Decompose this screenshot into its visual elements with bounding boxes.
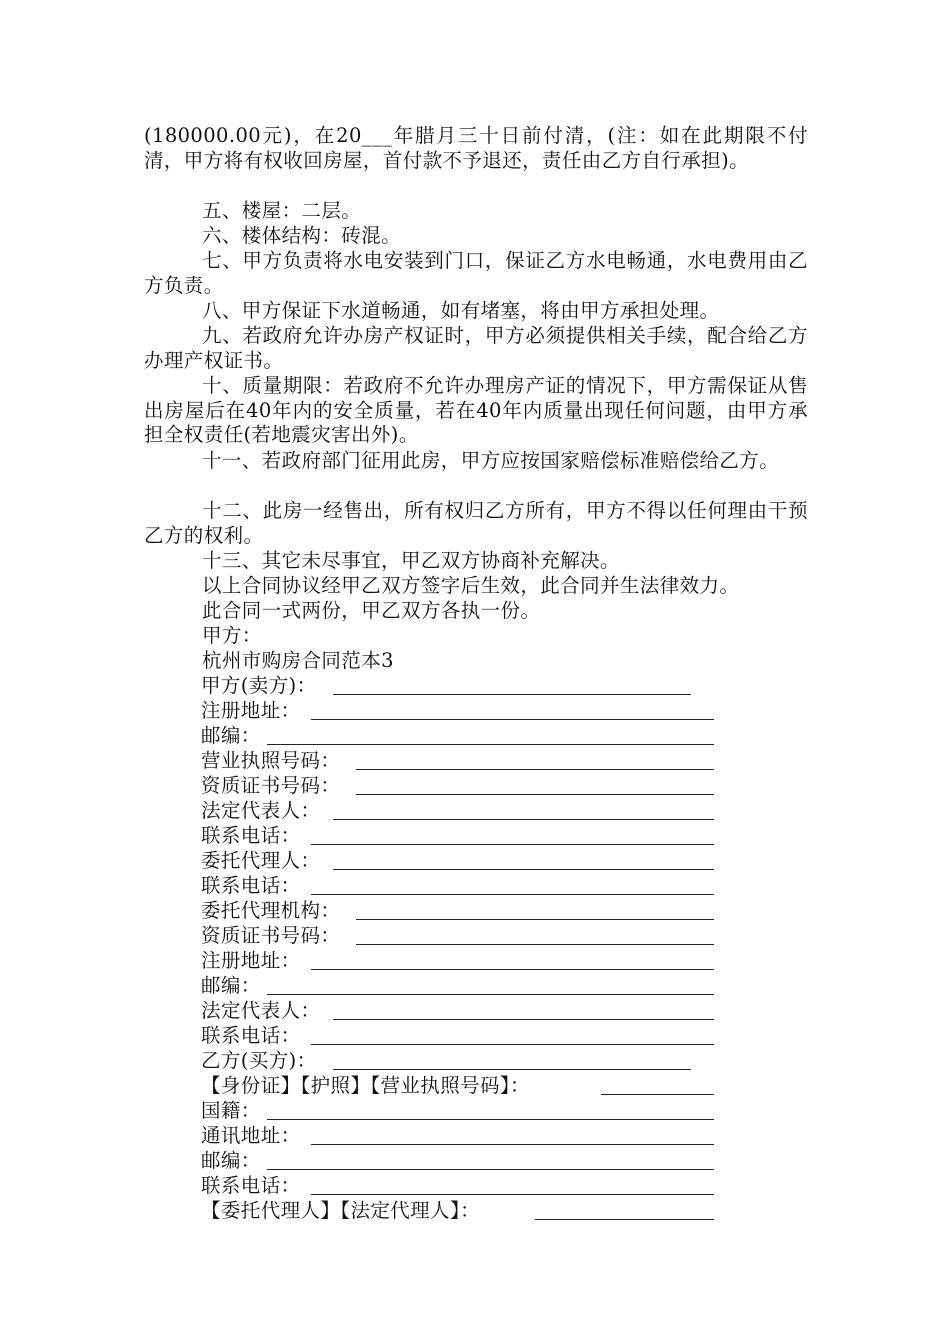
blank-line-legal-representative[interactable] bbox=[333, 1019, 714, 1020]
field-party-b-buyer: 乙方(买方)： bbox=[201, 1049, 317, 1072]
blank-line-party-a-seller[interactable] bbox=[333, 694, 691, 695]
blank-line-agency-institution[interactable] bbox=[356, 919, 714, 920]
clause-11-expropriation: 十一、若政府部门征用此房，甲方应按国家赔偿标准赔偿给乙方。 bbox=[202, 449, 780, 472]
blank-line-contact-phone[interactable] bbox=[311, 844, 714, 845]
blank-line-legal-representative[interactable] bbox=[333, 819, 714, 820]
clause-12-ownership: 十二、此房一经售出，所有权归乙方所有，甲方不得以任何理由干预乙方的权利。 bbox=[144, 499, 808, 547]
field-postcode: 邮编： bbox=[201, 1149, 261, 1172]
blank-line-registered-address[interactable] bbox=[311, 719, 714, 720]
blank-line-id-passport-license[interactable] bbox=[601, 1094, 714, 1095]
field-contact-phone: 联系电话： bbox=[201, 874, 301, 897]
field-registered-address: 注册地址： bbox=[201, 949, 301, 972]
field-qualification-cert-number: 资质证书号码： bbox=[201, 774, 341, 797]
blank-line-postcode[interactable] bbox=[267, 1169, 714, 1170]
blank-line-postcode[interactable] bbox=[267, 994, 714, 995]
field-legal-representative: 法定代表人： bbox=[201, 999, 321, 1022]
clause-10-quality-period: 十、质量期限：若政府不允许办理房产证的情况下，甲方需保证从售出房屋后在40年内的安全质量，若在40年内质量出现任何问题，由甲方承担全权责任(若地震灾害出外)。 bbox=[144, 374, 808, 447]
field-registered-address: 注册地址： bbox=[201, 699, 301, 722]
blank-line-registered-address[interactable] bbox=[311, 969, 714, 970]
blank-line-authorized-agent[interactable] bbox=[333, 869, 714, 870]
field-legal-representative: 法定代表人： bbox=[201, 799, 321, 822]
contract-template-title: 杭州市购房合同范本3 bbox=[202, 649, 394, 672]
blank-line-qualification-cert-number[interactable] bbox=[356, 944, 714, 945]
clause-7-utilities: 七、甲方负责将水电安装到门口，保证乙方水电畅通，水电费用由乙方负责。 bbox=[144, 249, 808, 297]
blank-line-business-license-number[interactable] bbox=[356, 769, 714, 770]
field-nationality: 国籍： bbox=[201, 1099, 261, 1122]
blank-line-postcode[interactable] bbox=[267, 744, 714, 745]
field-business-license-number: 营业执照号码： bbox=[201, 749, 341, 772]
field-qualification-cert-number: 资质证书号码： bbox=[201, 924, 341, 947]
field-agent-legal-representative: 【委托代理人】【法定代理人】： bbox=[201, 1199, 481, 1222]
blank-line-nationality[interactable] bbox=[267, 1119, 714, 1120]
blank-line-contact-phone[interactable] bbox=[311, 1044, 714, 1045]
field-postcode: 邮编： bbox=[201, 974, 261, 997]
blank-line-contact-phone[interactable] bbox=[311, 1194, 714, 1195]
blank-line-agent-legal-representative[interactable] bbox=[535, 1219, 714, 1220]
field-contact-phone: 联系电话： bbox=[201, 1174, 301, 1197]
field-party-a-seller: 甲方(卖方)： bbox=[201, 674, 317, 697]
field-contact-phone: 联系电话： bbox=[201, 1024, 301, 1047]
clause-9-property-certificate: 九、若政府允许办房产权证时，甲方必须提供相关手续，配合给乙方办理产权证书。 bbox=[144, 324, 808, 372]
blank-line-party-b-buyer[interactable] bbox=[333, 1069, 691, 1070]
field-id-passport-license: 【身份证】【护照】【营业执照号码】： bbox=[201, 1074, 530, 1097]
copies-statement: 此合同一式两份，甲乙双方各执一份。 bbox=[202, 599, 541, 622]
clause-13-other-matters: 十三、其它未尽事宜，甲乙双方协商补充解决。 bbox=[202, 549, 620, 572]
clause-5-floor: 五、楼屋：二层。 bbox=[202, 199, 362, 222]
blank-line-mailing-address[interactable] bbox=[311, 1144, 714, 1145]
blank-line-contact-phone[interactable] bbox=[311, 894, 714, 895]
effectiveness-statement: 以上合同协议经甲乙双方签字后生效，此合同并生法律效力。 bbox=[202, 574, 740, 597]
field-postcode: 邮编： bbox=[201, 724, 261, 747]
field-mailing-address: 通讯地址： bbox=[201, 1124, 301, 1147]
field-agency-institution: 委托代理机构： bbox=[201, 899, 341, 922]
clause-6-structure: 六、楼体结构：砖混。 bbox=[202, 224, 402, 247]
clause-8-drainage: 八、甲方保证下水道畅通，如有堵塞，将由甲方承担处理。 bbox=[202, 299, 720, 322]
field-contact-phone: 联系电话： bbox=[201, 824, 301, 847]
paragraph-payment-deadline: (180000.00元)，在20___年腊月三十日前付清，(注：如在此期限不付清，甲方将有权收回房屋，首付款不予退还，责任由乙方自行承担)。 bbox=[144, 124, 808, 172]
party-a-signature-label: 甲方： bbox=[202, 624, 262, 647]
blank-line-qualification-cert-number[interactable] bbox=[356, 794, 714, 795]
field-authorized-agent: 委托代理人： bbox=[201, 849, 321, 872]
